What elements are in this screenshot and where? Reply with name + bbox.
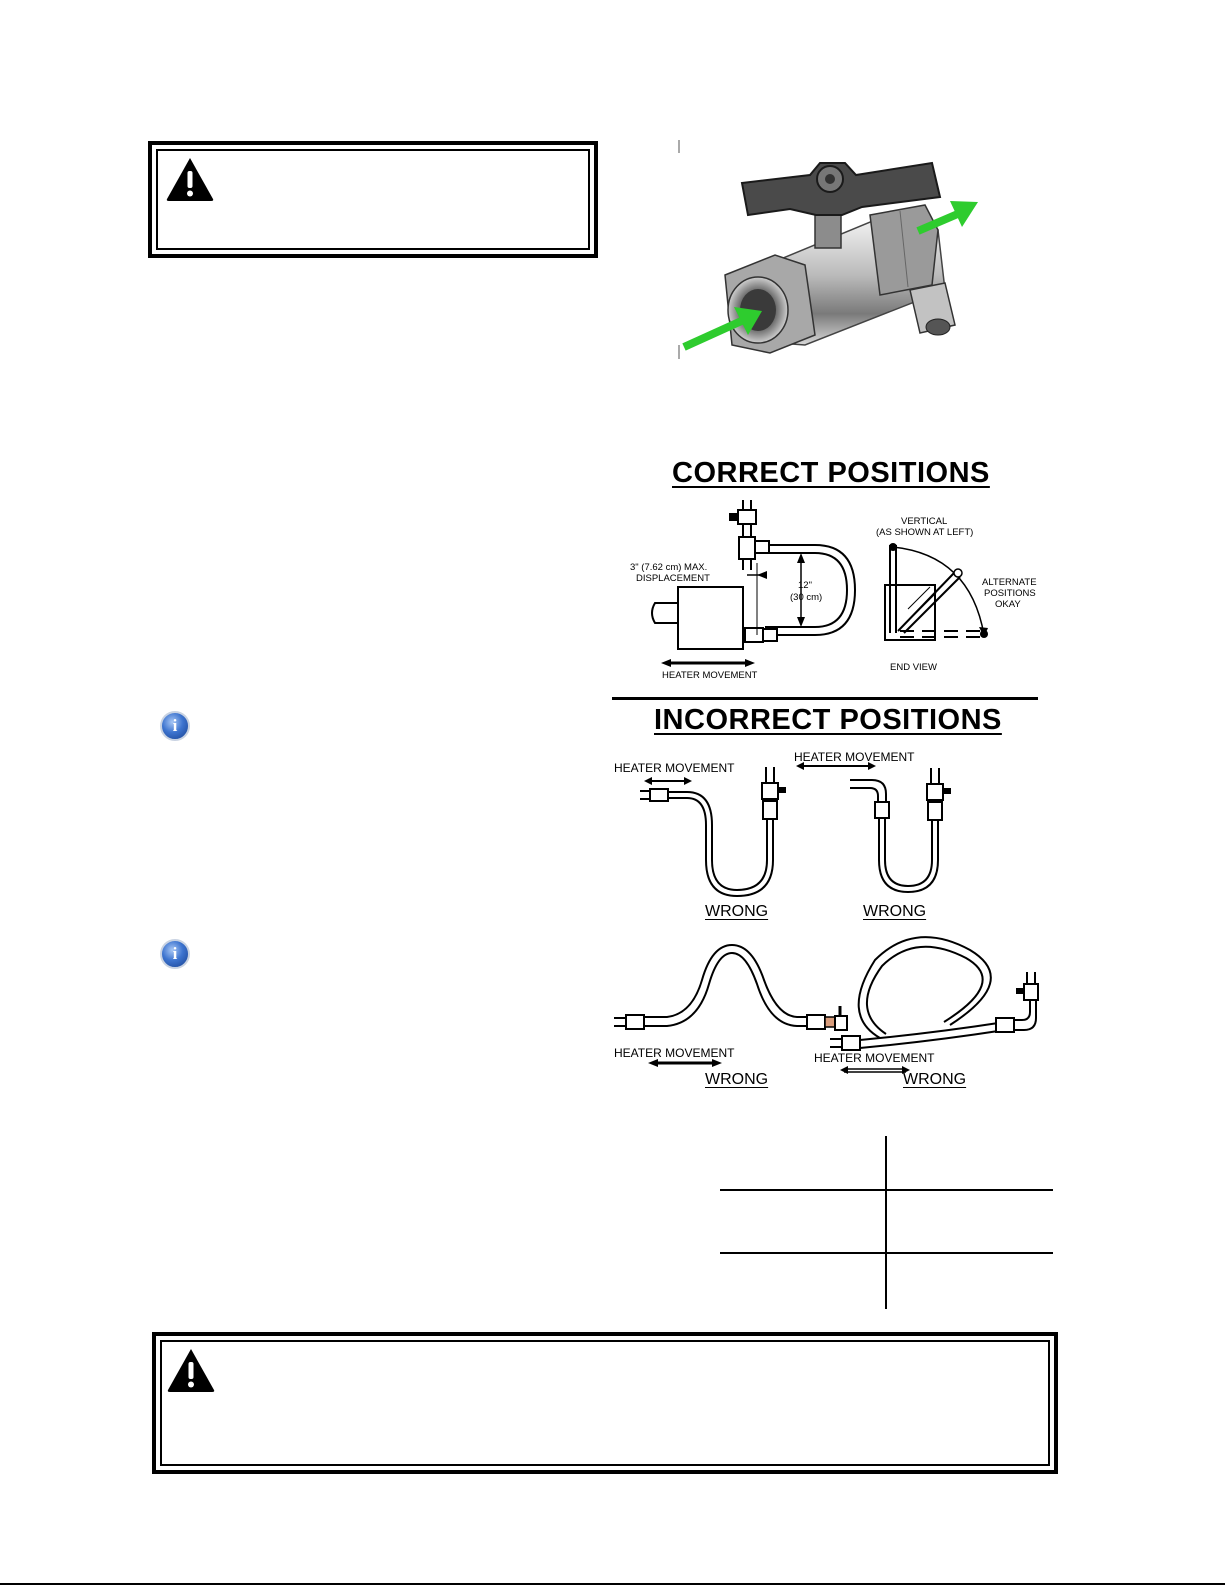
heater-movement-label-correct: HEATER MOVEMENT	[662, 670, 758, 681]
wrong-label-3: WRONG	[705, 1071, 769, 1088]
heater-movement-label-incorrect-4: HEATER MOVEMENT	[814, 1051, 935, 1065]
displacement-label: DISPLACEMENT	[636, 573, 710, 584]
warning-box-top	[148, 141, 598, 258]
warning-triangle-icon	[164, 155, 216, 203]
correct-position-side-view-diagram	[615, 495, 875, 685]
incorrect-diagram-1	[612, 765, 792, 900]
hose-length-in-label: 12"	[798, 580, 812, 591]
okay-label: OKAY	[995, 599, 1021, 610]
section-divider	[612, 697, 1038, 700]
max-displacement-label: 3" (7.62 cm) MAX.	[630, 562, 708, 573]
as-shown-label: (AS SHOWN AT LEFT)	[876, 527, 974, 538]
alternate-label: ALTERNATE	[982, 577, 1037, 588]
wrong-label-1: WRONG	[705, 903, 769, 920]
correct-position-end-view-diagram	[880, 535, 995, 655]
warning-triangle-icon	[165, 1346, 217, 1394]
table-horizontal-rule	[720, 1189, 1053, 1191]
warning-box-bottom-inner	[160, 1340, 1050, 1466]
correct-positions-heading: CORRECT POSITIONS	[672, 457, 990, 489]
heater-movement-label-incorrect-3: HEATER MOVEMENT	[614, 1046, 735, 1060]
table-horizontal-rule	[720, 1252, 1053, 1254]
incorrect-positions-heading: INCORRECT POSITIONS	[654, 704, 1002, 736]
info-icon: i	[160, 711, 190, 741]
table-vertical-rule	[885, 1136, 887, 1309]
warning-box-top-inner	[156, 149, 590, 250]
gas-valve-illustration	[670, 135, 1000, 365]
wrong-label-2: WRONG	[863, 903, 927, 920]
wrong-label-4: WRONG	[903, 1071, 967, 1088]
heater-movement-label-incorrect-2: HEATER MOVEMENT	[794, 750, 915, 764]
heater-movement-label-incorrect-1: HEATER MOVEMENT	[614, 761, 735, 775]
info-icon: i	[160, 939, 190, 969]
hose-length-cm-label: (30 cm)	[790, 592, 823, 603]
warning-box-bottom	[152, 1332, 1058, 1474]
incorrect-diagram-2	[790, 750, 960, 900]
positions-label: POSITIONS	[984, 588, 1036, 599]
end-view-label: END VIEW	[890, 662, 937, 673]
vertical-label: VERTICAL	[901, 516, 948, 527]
